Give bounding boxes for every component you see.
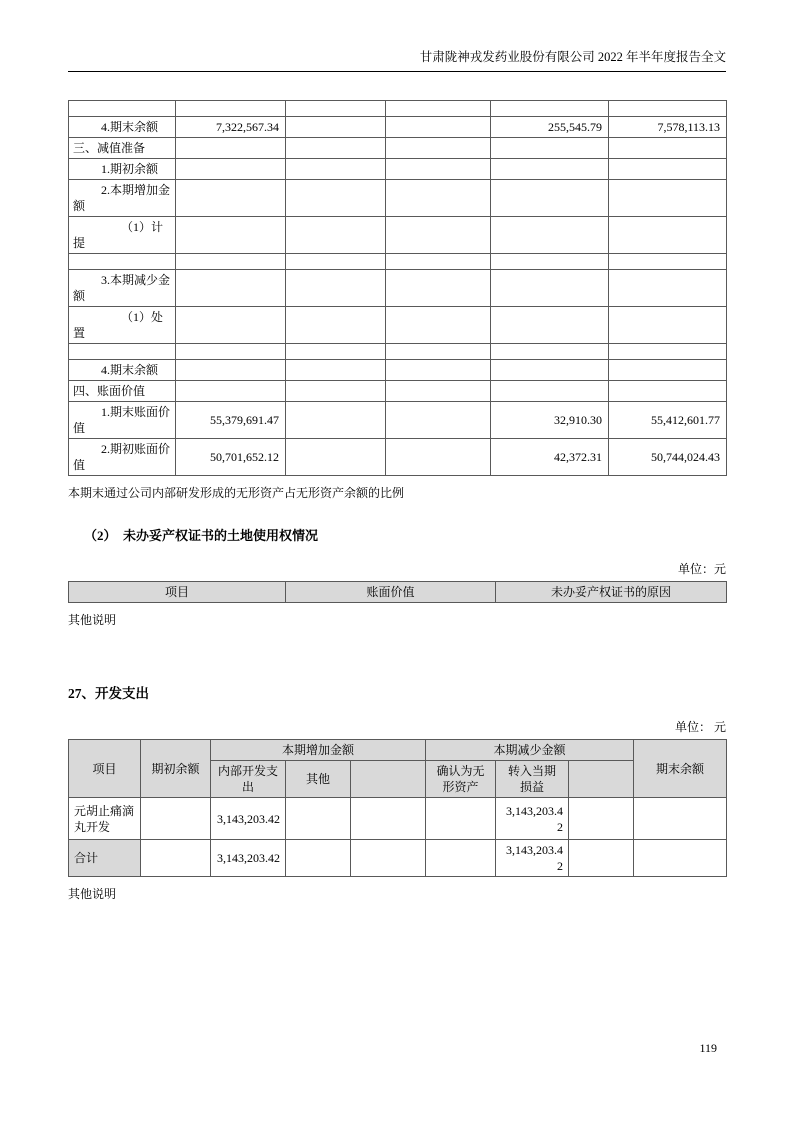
intangible-cell <box>386 307 491 344</box>
intangible-assets-table <box>68 100 727 476</box>
intangible-cell <box>386 254 491 270</box>
intangible-cell <box>386 159 491 180</box>
intangible-row-label <box>69 101 176 117</box>
page-number: 119 <box>699 1041 717 1055</box>
intangible-cell <box>286 381 386 402</box>
dev-header-to-pl: 转入当期损益 <box>496 761 569 798</box>
intangible-cell: 255,545.79 <box>491 117 609 138</box>
intangible-cell <box>491 270 609 307</box>
dev-cell: 3,143,203.42 <box>496 798 569 840</box>
dev-cell <box>569 798 634 840</box>
intangible-row-label <box>69 344 176 360</box>
dev-header-decrease-group: 本期减少金额 <box>426 740 634 761</box>
intangible-cell <box>176 270 286 307</box>
intangible-cell <box>286 439 386 476</box>
intangible-cell: 32,910.30 <box>491 402 609 439</box>
intangible-cell <box>286 307 386 344</box>
intangible-row-4 <box>69 180 727 217</box>
dev-row-label: 元胡止痛滴丸开发 <box>69 798 141 840</box>
land-header-book-value: 账面价值 <box>286 582 496 603</box>
land-use-rights-table <box>68 581 727 603</box>
intangible-cell <box>386 101 491 117</box>
intangible-cell <box>286 270 386 307</box>
intangible-cell <box>286 101 386 117</box>
intangible-row-13 <box>69 439 727 476</box>
intangible-cell <box>286 180 386 217</box>
intangible-cell <box>609 360 727 381</box>
intangible-row-label <box>69 254 176 270</box>
intangible-cell <box>176 217 286 254</box>
dev-header-to-intangible: 确认为无形资产 <box>426 761 496 798</box>
dev-header-closing: 期末余额 <box>634 740 727 798</box>
unit-label-dev: 单位： 元 <box>674 720 726 734</box>
dev-cell <box>286 840 351 877</box>
intangible-cell <box>491 159 609 180</box>
intangible-cell <box>386 117 491 138</box>
intangible-cell <box>386 270 491 307</box>
intangible-row-label: 2.期初账面价值 <box>69 439 176 476</box>
intangible-cell: 42,372.31 <box>491 439 609 476</box>
dev-row-1 <box>69 840 727 877</box>
intangible-row-label: 1.期初余额 <box>69 159 176 180</box>
intangible-cell <box>286 402 386 439</box>
intangible-row-label: 2.本期增加金额 <box>69 180 176 217</box>
dev-cell <box>141 798 211 840</box>
intangible-cell <box>386 402 491 439</box>
dev-cell <box>351 798 426 840</box>
intangible-cell <box>286 360 386 381</box>
intangible-cell <box>609 344 727 360</box>
dev-row-0 <box>69 798 727 840</box>
intangible-cell <box>386 381 491 402</box>
intangible-row-label: （1）处置 <box>69 307 176 344</box>
document-header <box>68 48 726 72</box>
intangible-cell <box>491 381 609 402</box>
intangible-cell: 55,379,691.47 <box>176 402 286 439</box>
intangible-cell <box>176 180 286 217</box>
dev-cell: 3,143,203.42 <box>496 840 569 877</box>
dev-cell <box>141 840 211 877</box>
intangible-cell <box>286 117 386 138</box>
dev-header-project: 项目 <box>69 740 141 798</box>
intangible-cell: 55,412,601.77 <box>609 402 727 439</box>
intangible-cell <box>491 138 609 159</box>
intangible-cell <box>176 344 286 360</box>
intangible-cell <box>491 360 609 381</box>
intangible-row-label: 三、减值准备 <box>69 138 176 159</box>
dev-section-heading: 27、开发支出 <box>68 686 149 701</box>
intangible-cell <box>386 344 491 360</box>
intangible-row-5 <box>69 217 727 254</box>
dev-header-internal-dev: 内部开发支出 <box>211 761 286 798</box>
intangible-cell <box>286 159 386 180</box>
land-table-header-row <box>69 582 727 603</box>
intangible-cell <box>609 381 727 402</box>
intangible-cell <box>609 180 727 217</box>
intangible-row-12 <box>69 402 727 439</box>
dev-other-note: 其他说明 <box>68 887 117 901</box>
intangible-cell: 50,744,024.43 <box>609 439 727 476</box>
intangible-cell: 50,701,652.12 <box>176 439 286 476</box>
intangible-row-6 <box>69 254 727 270</box>
intangible-row-label: 3.本期减少金额 <box>69 270 176 307</box>
intangible-cell <box>491 344 609 360</box>
intangible-cell <box>491 254 609 270</box>
intangible-cell <box>609 159 727 180</box>
intangible-row-1 <box>69 117 727 138</box>
intangible-cell <box>609 138 727 159</box>
land-section-heading: （2） 未办妥产权证书的土地使用权情况 <box>84 528 319 543</box>
intangible-cell <box>286 138 386 159</box>
intangible-cell <box>491 101 609 117</box>
intangible-row-3 <box>69 159 727 180</box>
dev-cell <box>634 840 727 877</box>
intangible-cell <box>386 439 491 476</box>
intangible-cell <box>176 159 286 180</box>
intangible-cell <box>491 217 609 254</box>
intangible-cell <box>386 217 491 254</box>
intangible-row-10 <box>69 360 727 381</box>
intangible-row-label: （1）计提 <box>69 217 176 254</box>
land-header-reason: 未办妥产权证书的原因 <box>496 582 727 603</box>
intangible-row-11 <box>69 381 727 402</box>
dev-row-label: 合计 <box>69 840 141 877</box>
intangible-cell <box>609 307 727 344</box>
dev-cell: 3,143,203.42 <box>211 840 286 877</box>
report-title: 甘肃陇神戎发药业股份有限公司 2022 年半年度报告全文 <box>419 50 726 64</box>
dev-cell <box>426 798 496 840</box>
intangible-cell: 7,578,113.13 <box>609 117 727 138</box>
dev-header-other: 其他 <box>286 761 351 798</box>
dev-cell: 3,143,203.42 <box>211 798 286 840</box>
intangible-cell <box>609 270 727 307</box>
dev-cell <box>351 840 426 877</box>
development-expenditure-table <box>68 739 727 877</box>
intangible-cell <box>286 254 386 270</box>
intangible-cell <box>609 217 727 254</box>
land-other-note: 其他说明 <box>68 613 117 627</box>
intangible-row-label: 1.期末账面价值 <box>69 402 176 439</box>
intangible-cell <box>176 138 286 159</box>
dev-cell <box>286 798 351 840</box>
dev-cell <box>569 840 634 877</box>
dev-cell <box>426 840 496 877</box>
dev-header-increase-group: 本期增加金额 <box>211 740 426 761</box>
intangible-cell <box>491 180 609 217</box>
intangible-cell: 7,322,567.34 <box>176 117 286 138</box>
intangible-row-2 <box>69 138 727 159</box>
intangible-row-label: 4.期末余额 <box>69 360 176 381</box>
intangible-row-label: 4.期末余额 <box>69 117 176 138</box>
ratio-note: 本期末通过公司内部研发形成的无形资产占无形资产余额的比例 <box>68 486 405 500</box>
intangible-row-8 <box>69 307 727 344</box>
dev-table-header-row-1 <box>69 740 727 761</box>
intangible-cell <box>491 307 609 344</box>
intangible-cell <box>176 101 286 117</box>
intangible-row-0 <box>69 101 727 117</box>
dev-header-increase-blank <box>351 761 426 798</box>
intangible-cell <box>386 138 491 159</box>
intangible-cell <box>176 381 286 402</box>
dev-cell <box>634 798 727 840</box>
intangible-cell <box>609 254 727 270</box>
intangible-row-9 <box>69 344 727 360</box>
unit-label-land: 单位：元 <box>677 562 726 576</box>
land-header-project: 项目 <box>69 582 286 603</box>
intangible-cell <box>286 344 386 360</box>
dev-header-opening: 期初余额 <box>141 740 211 798</box>
intangible-row-label: 四、账面价值 <box>69 381 176 402</box>
intangible-row-7 <box>69 270 727 307</box>
intangible-cell <box>176 307 286 344</box>
intangible-cell <box>609 101 727 117</box>
intangible-cell <box>386 180 491 217</box>
intangible-cell <box>176 254 286 270</box>
intangible-cell <box>176 360 286 381</box>
intangible-cell <box>286 217 386 254</box>
intangible-cell <box>386 360 491 381</box>
dev-header-decrease-blank <box>569 761 634 798</box>
